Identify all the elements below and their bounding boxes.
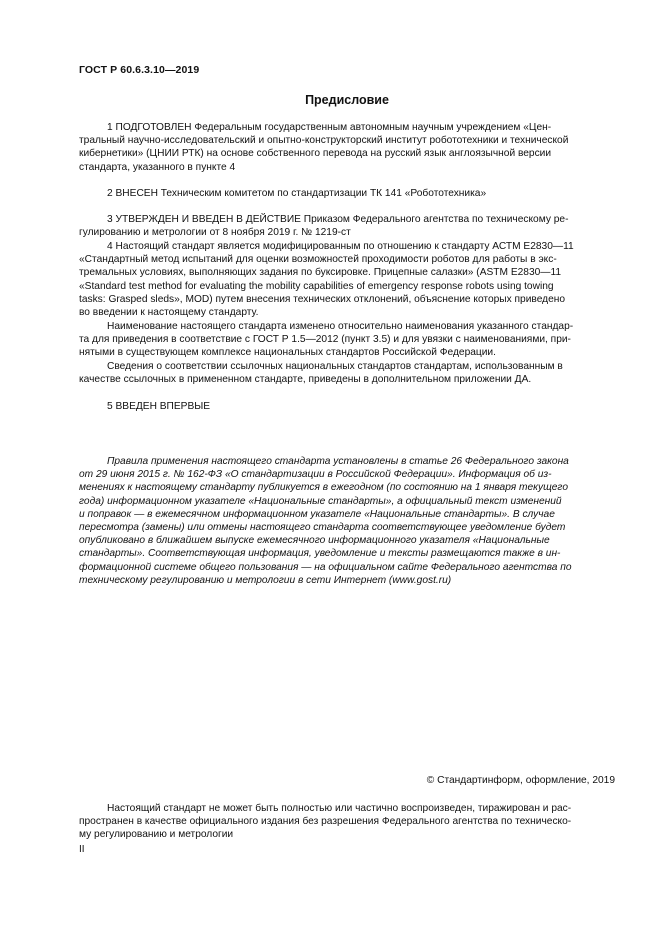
- text-line: пространен в качестве официального издания без разрешения Федерального агентства по техническо-: [79, 816, 572, 828]
- text-line: 2 ВНЕСЕН Техническим комитетом по стандартизации ТК 141 «Робототехника»: [107, 188, 487, 199]
- paragraph-3-approved: [79, 213, 615, 239]
- paragraph-4-name-change: [79, 320, 615, 360]
- text-line: нятыми в существующем комплексе национальных стандартов Российской Федерации.: [79, 347, 496, 359]
- text-line: тральный научно-исследовательский и опытно-конструкторский институт робототехники и технической: [79, 135, 569, 147]
- copyright-notice: © Стандартинформ, оформление, 2019: [426, 775, 615, 786]
- text-line: гулированию и метрологии от 8 ноября 2019 г. № 1219-ст: [79, 227, 351, 239]
- text-line: качестве ссылочных в примененном стандарте, приведены в дополнительном приложении ДА.: [79, 374, 532, 386]
- paragraph-5-first-introduced: [79, 400, 615, 413]
- text-line: «Стандартный метод испытаний для оценки возможностей проходимости роботов для работы в экс-: [79, 254, 557, 266]
- text-line: Правила применения настоящего стандарта установлены в статье 26 Федерального закона: [107, 456, 569, 467]
- reproduction-notice: [79, 802, 615, 842]
- text-line: менениях к настоящему стандарту публикуется в ежегодном (по состоянию на 1 января текущего: [79, 482, 568, 494]
- text-line: пересмотра (замены) или отмены настоящего стандарта соответствующее уведомление будет: [79, 522, 566, 534]
- text-line: опубликовано в ближайшем выпуске ежемесячного информационного указателя «Национальные: [79, 535, 550, 547]
- text-line: Настоящий стандарт не может быть полностью или частично воспроизведен, тиражирован и рас-: [107, 803, 572, 814]
- text-line: года) информационном указателе «Национальные стандарты», а официальный текст изменений: [79, 495, 562, 507]
- page-header: ГОСТ Р 60.6.3.10—2019: [79, 64, 200, 76]
- text-line: стандарта, указанного в пункте 4: [79, 161, 236, 173]
- paragraph-4-references: [79, 360, 615, 386]
- text-line: и поправок — в ежемесячном информационном указателе «Национальные стандарты». В случае: [79, 508, 555, 520]
- paragraph-4-modified: [79, 240, 615, 319]
- text-line: та для приведения в соответствие с ГОСТ Р 1.5—2012 (пункт 3.5) и для увязки с наименованиями, при-: [79, 334, 571, 346]
- text-line: 1 ПОДГОТОВЛЕН Федеральным государственным автономным научным учреждением «Цен-: [107, 122, 552, 133]
- text-line: тремальных условиях, выполняющих задания по буксировке. Прицепные салазки» (ASTM E2830—11: [79, 267, 562, 279]
- text-line: 4 Настоящий стандарт является модифицированным по отношению к стандарту АСТМ Е2830—11: [107, 241, 574, 252]
- page-number: II: [79, 844, 85, 855]
- text-line: формационной системе общего пользования — на официальном сайте Федерального агентства по: [79, 561, 572, 573]
- text-line: стандарты». Соответствующая информация, уведомление и тексты размещаются также в ин-: [79, 548, 561, 560]
- text-line: 5 ВВЕДЕН ВПЕРВЫЕ: [107, 401, 211, 412]
- text-line: tasks: Grasped sleds», MOD) путем внесения технических отклонений, объяснение которых приведено: [79, 293, 566, 305]
- page-title: Предисловие: [305, 93, 389, 107]
- paragraph-1-prepared: [79, 121, 615, 174]
- text-line: 3 УТВЕРЖДЕН И ВВЕДЕН В ДЕЙСТВИЕ Приказом Федерального агентства по техническому ре-: [107, 214, 569, 225]
- paragraph-2-introduced: [79, 187, 615, 200]
- text-line: Наименование настоящего стандарта изменено относительно наименования указанного стандар-: [107, 321, 574, 332]
- text-line: техническому регулированию и метрологии в сети Интернет (www.gost.ru): [79, 574, 452, 586]
- text-line: му регулированию и метрологии: [79, 829, 234, 841]
- text-line: от 29 июня 2015 г. № 162-ФЗ «О стандартизации в Российской Федерации». Информация об из-: [79, 469, 552, 481]
- text-line: во введении к настоящему стандарту.: [79, 307, 259, 319]
- text-line: кибернетики» (ЦНИИ РТК) на основе собственного перевода на русский язык англоязычной версии: [79, 148, 552, 160]
- text-line: Сведения о соответствии ссылочных национальных стандартов стандартам, использованным в: [107, 361, 563, 372]
- text-line: «Standard test method for evaluating the mobility capabilities of emergency response robots using towing: [79, 280, 554, 292]
- notice-paragraph: [79, 455, 615, 587]
